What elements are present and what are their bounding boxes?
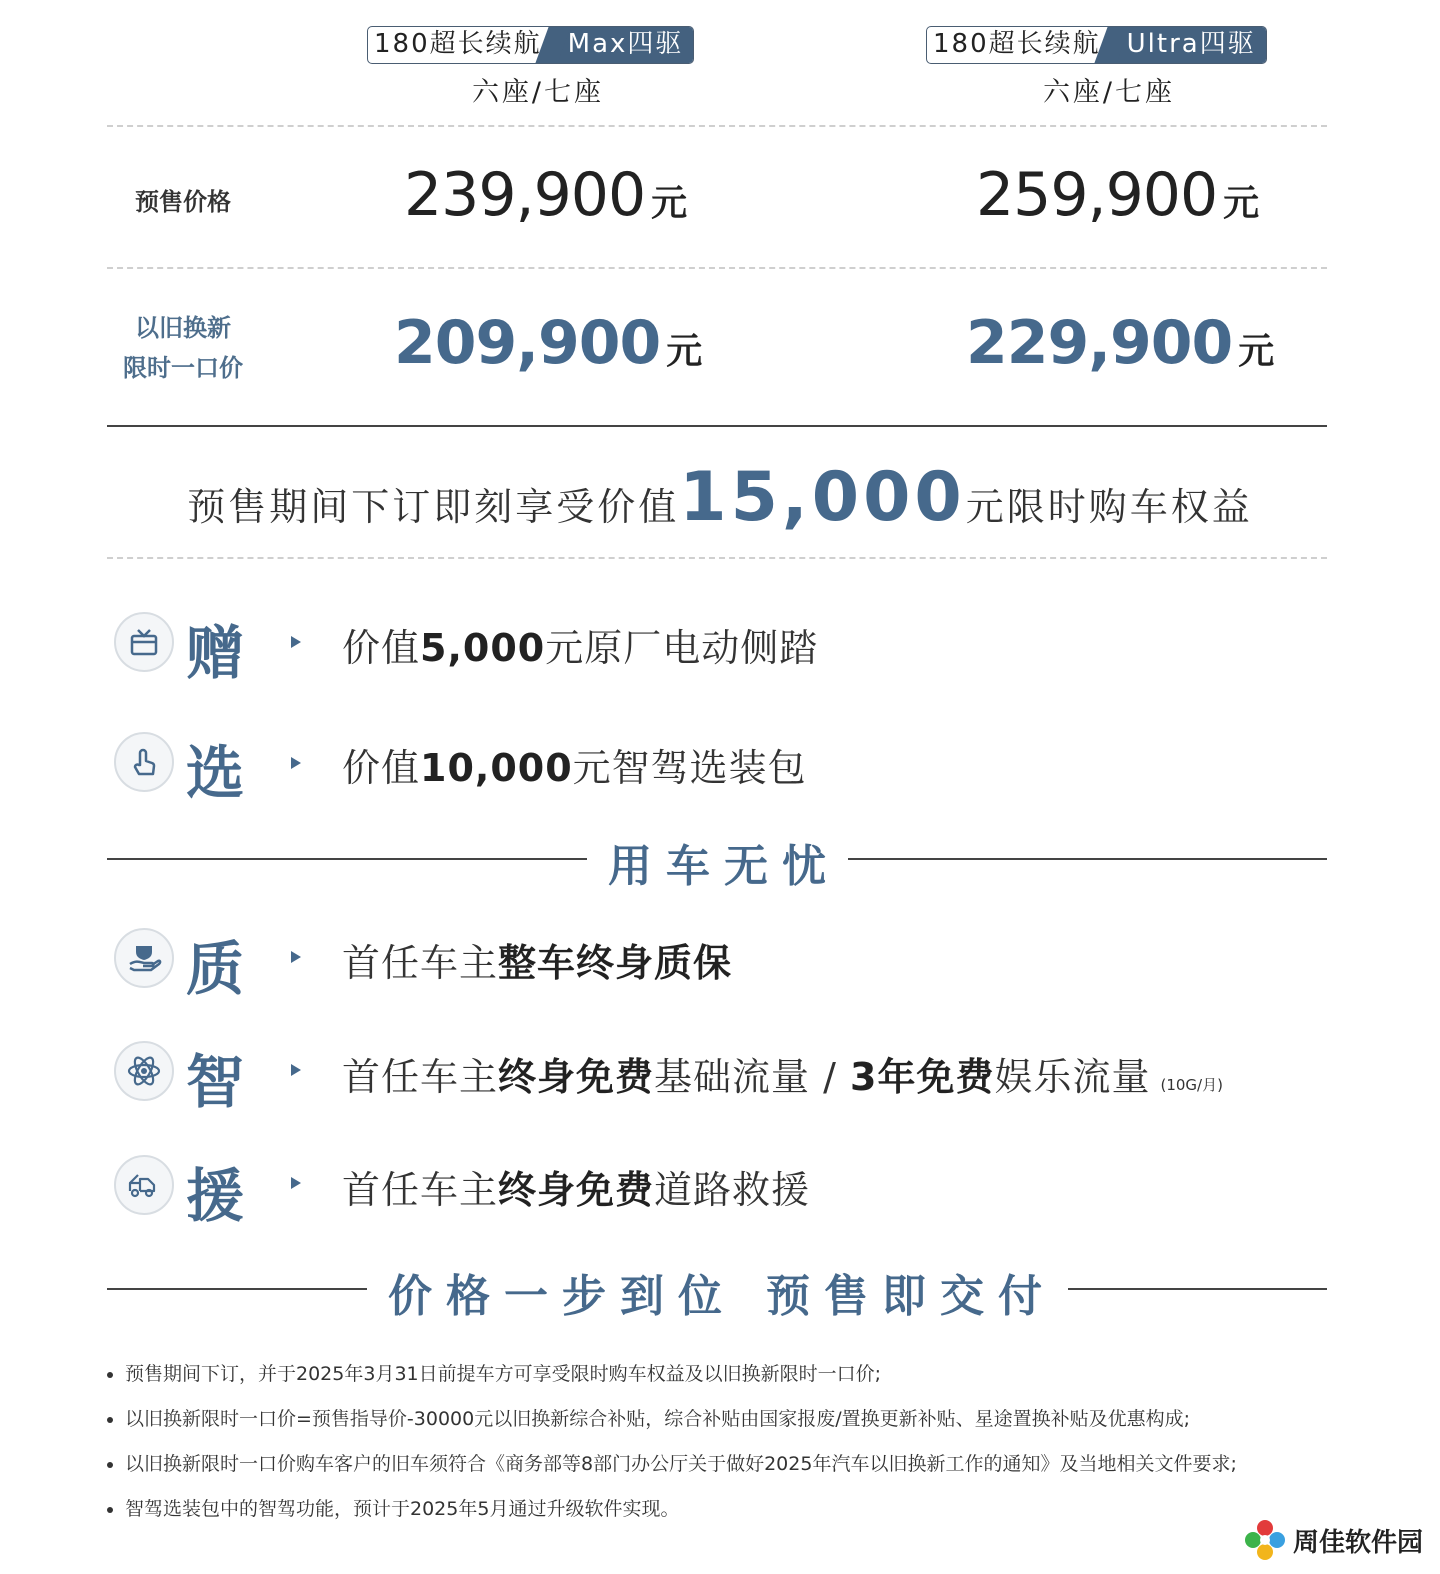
footnote: 智驾选装包中的智驾功能，预计于2025年5月通过升级软件实现。 xyxy=(107,1487,1347,1532)
variant-trim: Max四驱 xyxy=(554,27,694,63)
worry-free-char: 智 xyxy=(186,1048,245,1116)
benefit-text: 价值10,000元智驾选装包 xyxy=(342,746,807,790)
benefit-char: 选 xyxy=(186,739,245,807)
arrow-icon xyxy=(291,1177,301,1189)
flower-logo-icon xyxy=(1243,1518,1287,1562)
worry-free-char: 质 xyxy=(186,935,245,1003)
watermark-text: 周佳软件园 xyxy=(1293,1527,1424,1558)
gift-icon xyxy=(114,612,174,672)
variant-badge-ultra xyxy=(926,26,1267,64)
variant-trim: Ultra四驱 xyxy=(1113,27,1266,63)
arrow-icon xyxy=(291,636,301,648)
arrow-icon xyxy=(291,757,301,769)
benefit-char: 赠 xyxy=(186,619,245,687)
divider xyxy=(107,557,1327,559)
atom-icon xyxy=(114,1041,174,1101)
variant-seats: 六座/七座 xyxy=(1042,77,1176,108)
worry-free-text: 首任车主终身免费道路救援 xyxy=(342,1168,811,1212)
variant-badge-max xyxy=(367,26,694,64)
worry-free-text: 首任车主整车终身质保 xyxy=(342,941,733,985)
slogan: 价格一步到位 预售即交付 xyxy=(388,1271,1056,1322)
worry-free-char: 援 xyxy=(186,1162,245,1230)
section-line xyxy=(848,858,1327,860)
arrow-icon xyxy=(291,1064,301,1076)
benefit-text: 价值5,000元原厂电动侧踏 xyxy=(342,626,819,670)
variant-seats: 六座/七座 xyxy=(471,77,605,108)
footnotes xyxy=(107,1352,1347,1532)
tradein-price-ultra: 229,900 元 xyxy=(966,308,1275,378)
footnote: 预售期间下订，并于2025年3月31日前提车方可享受限时购车权益及以旧换新限时一口价; xyxy=(107,1352,1347,1397)
footnote: 以旧换新限时一口价=预售指导价-30000元以旧换新综合补贴，综合补贴由国家报废/置换更新补贴、星途置换补贴及优惠构成; xyxy=(107,1397,1347,1442)
arrow-icon xyxy=(291,951,301,963)
hand-shield-icon xyxy=(114,928,174,988)
tow-truck-icon xyxy=(114,1155,174,1215)
variant-range: 180超长续航 xyxy=(933,29,1101,59)
tradein-label: 以旧换新 限时一口价 xyxy=(123,314,243,382)
promo-banner: 预售期间下订即刻享受价值15,000元限时购车权益 xyxy=(187,458,1253,537)
footnote: 以旧换新限时一口价购车客户的旧车须符合《商务部等8部门办公厅关于做好2025年汽车以旧换新工作的通知》及当地相关文件要求; xyxy=(107,1442,1347,1487)
divider xyxy=(107,267,1327,269)
variant-range: 180超长续航 xyxy=(374,29,542,59)
section-line xyxy=(107,1288,367,1290)
section-line xyxy=(1068,1288,1327,1290)
touch-icon xyxy=(114,732,174,792)
presale-price-ultra: 259,900 元 xyxy=(976,160,1260,230)
presale-label: 预售价格 xyxy=(135,188,231,216)
worry-free-text: 首任车主终身免费基础流量 / 3年免费娱乐流量 (10G/月) xyxy=(342,1055,1223,1099)
divider xyxy=(107,425,1327,427)
watermark-logo xyxy=(1243,1518,1423,1562)
section-title: 用车无忧 xyxy=(608,841,840,892)
divider xyxy=(107,125,1327,127)
section-line xyxy=(107,858,587,860)
tradein-price-max: 209,900 元 xyxy=(394,308,703,378)
presale-price-max: 239,900 元 xyxy=(404,160,688,230)
